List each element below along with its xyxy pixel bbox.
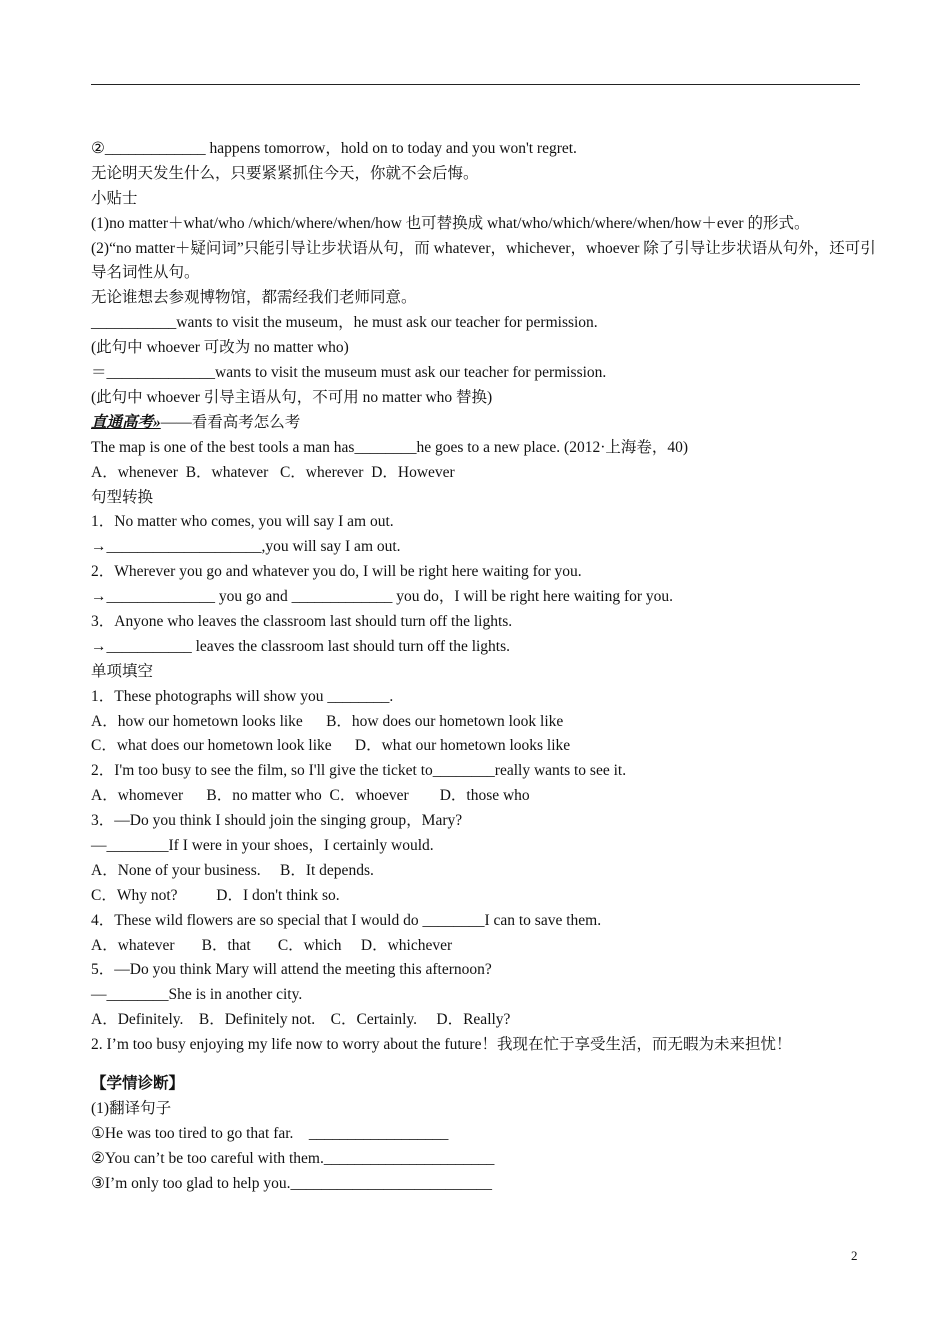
- tip-1: (1)no matter＋what/who /which/where/when/how 也可替换成 what/who/which/where/when/how＋ever 的形式。: [91, 214, 810, 232]
- museum-sentence-1: ___________wants to visit the museum，he must ask our teacher for permission.: [91, 314, 598, 332]
- translate-heading: (1)翻译句子: [91, 1099, 172, 1117]
- page-number: 2: [851, 1248, 858, 1263]
- museum-sentence-2: ＝______________wants to visit the museum must ask our teacher for permission.: [91, 364, 607, 382]
- translate-item-3: ③I’m only too glad to help you.__________________________: [91, 1174, 492, 1192]
- exam-heading-subtitle: ——看看高考怎么考: [160, 413, 301, 431]
- exam-question: The map is one of the best tools a man has________he goes to a new place. (2012·上海卷，40): [91, 438, 689, 456]
- mc-options-2: A．whomever B．no matter who C．whoever D．those who: [91, 787, 530, 805]
- mc-options-1a: A．how our hometown looks like B．how does our hometown look like: [91, 712, 564, 730]
- translate-item-1: ①He was too tired to go that far. __________________: [91, 1124, 449, 1142]
- exam-section-heading: [91, 411, 881, 436]
- example-translation: 无论明天发生什么，只要紧紧抓住今天，你就不会后悔。: [91, 164, 479, 182]
- mc-options-3a: A．None of your business. B．It depends.: [91, 861, 374, 879]
- mc-question-3-reply: —________If I were in your shoes，I certainly would.: [91, 836, 434, 854]
- mc-options-4: A．whatever B．that C．which D．whichever: [91, 936, 453, 954]
- exam-options: A．whenever B．whatever C．wherever D．However: [91, 463, 455, 481]
- mc-question-2: 2．I'm too busy to see the film, so I'll give the ticket to________really wants to see it.: [91, 762, 627, 780]
- document-body: [91, 137, 881, 1196]
- diagnosis-heading: 【学情诊断】: [91, 1074, 185, 1092]
- example-sentence-2: ②_____________ happens tomorrow，hold on to today and you won't regret.: [91, 140, 577, 157]
- tip-2: (2)“no matter＋疑问词”只能引导让步状语从句，而 whatever，whichever，whoever 除了引导让步状语从句外，还可引导名词性从句。: [91, 239, 876, 282]
- exam-heading-label: 直通高考»: [91, 413, 161, 431]
- mc-options-5: A．Definitely. B．Definitely not. C．Certainly. D．Really?: [91, 1011, 511, 1029]
- mc-question-3: 3．—Do you think I should join the singing group，Mary?: [91, 812, 463, 830]
- mc-question-1: 1．These photographs will show you ________.: [91, 687, 394, 705]
- spacer: [91, 1058, 881, 1072]
- transform-q3: 3．Anyone who leaves the classroom last should turn off the lights.: [91, 612, 513, 630]
- museum-translation: 无论谁想去参观博物馆，都需经我们老师同意。: [91, 289, 417, 307]
- mc-question-5: 5．—Do you think Mary will attend the meeting this afternoon?: [91, 961, 492, 979]
- fill-in-heading: 单项填空: [91, 662, 154, 680]
- transform-q1: 1．No matter who comes, you will say I am out.: [91, 513, 394, 531]
- mc-options-1b: C．what does our hometown look like D．what our hometown looks like: [91, 737, 571, 755]
- tips-heading: 小贴士: [91, 189, 138, 207]
- too-busy-sentence: 2. I’m too busy enjoying my life now to worry about the future！我现在忙于享受生活，而无暇为未来担忧！: [91, 1036, 792, 1054]
- museum-note-1: (此句中 whoever 可改为 no matter who): [91, 339, 349, 357]
- transform-a2: →______________ you go and _____________ you do，I will be right here waiting for you.: [91, 588, 674, 606]
- transform-a3: →___________ leaves the classroom last should turn off the lights.: [91, 637, 511, 655]
- translate-item-2: ②You can’t be too careful with them.______________________: [91, 1149, 495, 1167]
- transform-a1: →____________________,you will say I am out.: [91, 538, 401, 556]
- mc-question-4: 4．These wild flowers are so special that I would do ________I can to save them.: [91, 911, 602, 929]
- header-rule: [91, 84, 860, 85]
- mc-options-3b: C．Why not? D．I don't think so.: [91, 886, 340, 904]
- transform-heading: 句型转换: [91, 488, 154, 506]
- mc-question-5-reply: —________She is in another city.: [91, 986, 303, 1004]
- transform-q2: 2．Wherever you go and whatever you do, I will be right here waiting for you.: [91, 563, 582, 581]
- museum-note-2: (此句中 whoever 引导主语从句，不可用 no matter who 替换): [91, 388, 493, 406]
